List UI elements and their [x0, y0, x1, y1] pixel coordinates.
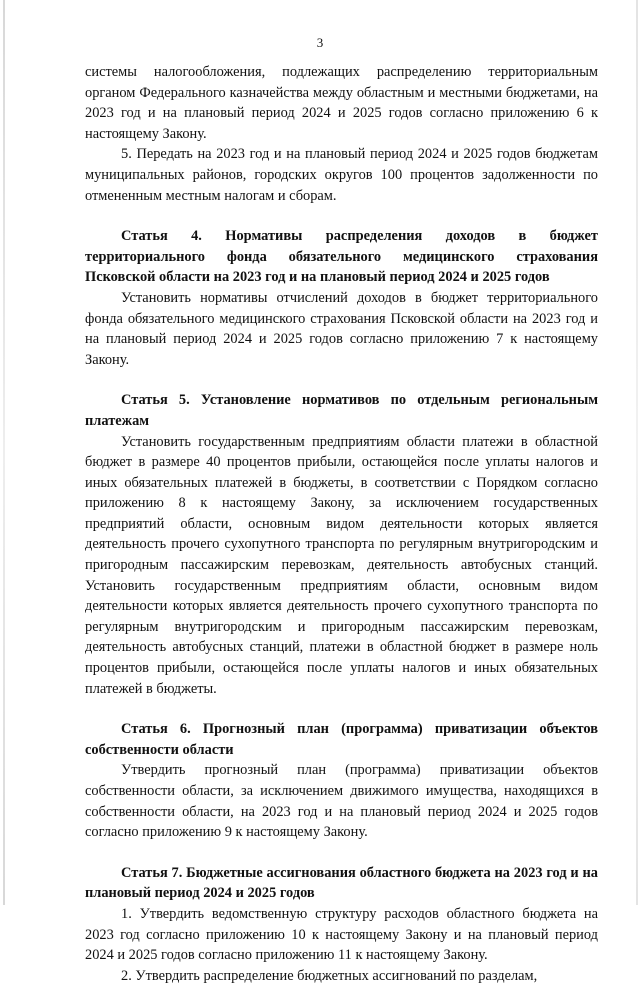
scan-edge-left: [3, 0, 5, 905]
section-gap: [85, 206, 598, 226]
paragraph: 2. Утвердить распределение бюджетных ассигнований по разделам,: [121, 967, 538, 984]
article-heading: Статья 6. Прогнозный план (программа) приватизации объектов собственности области: [85, 721, 598, 758]
paragraph: Утвердить прогнозный план (программа) приватизации объектов собственности области, за исключением движимого имущества, находящихся в собственности области, на 2023 год и на плановый период 2024 и 2025 годов согласно приложению 9 к настоящему Закону.: [85, 762, 598, 841]
article-heading: Статья 7. Бюджетные ассигнования областного бюджета на 2023 год и на плановый период 2024 и 2025 годов: [85, 864, 598, 902]
paragraph: системы налогообложения, подлежащих распределению территориальным органом Федерального казначейства между областным и местными бюджетами, на 2023 год и на плановый период 2024 и 2025 годов согласно приложению 6 к настоящему Закону.: [85, 64, 598, 142]
paragraph: 1. Утвердить ведомственную структуру расходов областного бюджета на 2023 год согласно приложению 10 к настоящему Закону и на плановый период 2024 и 2025 годов согласно приложению 11 к настоящему Закону.: [85, 905, 598, 964]
article-heading: Статья 4. Нормативы распределения доходов в бюджет территориального фонда обязательного медицинского страхования Псковской области на 2023 год и на плановый период 2024 и 2025 годов: [85, 228, 598, 286]
paragraph: Установить нормативы отчислений доходов в бюджет территориального фонда обязательного медицинского страхования Псковской области на 2023 год и на плановый период 2024 и 2025 годов согласно приложению 7 к настоящему Закону.: [85, 289, 598, 368]
document-body: [85, 62, 598, 986]
article-heading: Статья 5. Установление нормативов по отдельным региональным платежам: [85, 392, 598, 429]
paragraph: Установить государственным предприятиям области платежи в областной бюджет в размере 40 процентов прибыли, остающейся после уплаты налогов и иных обязательных платежей в бюджеты, в соответствии с Порядком согласно приложению 8 к настоящему Закону, за исключением государственных предприятий области, основным видом деятельности которых является деятельность прочего сухопутного транспорта по регулярным внутригородским и пригородным пассажирским перевозкам, деятельность автобусных станций. Установить государственным предприятиям области, основным видом деятельности которых является деятельность прочего сухопутного транспорта по регулярным внутригородским и пригородным пассажирским перевозкам, деятельность автобусных станций, платежи в областной бюджет в размере ноль процентов прибыли, остающейся после уплаты налогов и иных обязательных платежей в бюджеты.: [85, 433, 598, 697]
section-gap: [85, 699, 598, 719]
section-gap: [85, 843, 598, 863]
paragraph: 5. Передать на 2023 год и на плановый период 2024 и 2025 годов бюджетам муниципальных районов, городских округов 100 процентов задолженности по отмененным местным налогам и сборам.: [85, 146, 598, 204]
scan-edge-right: [636, 0, 638, 905]
page-number: 3: [316, 35, 324, 50]
section-gap: [85, 370, 598, 390]
